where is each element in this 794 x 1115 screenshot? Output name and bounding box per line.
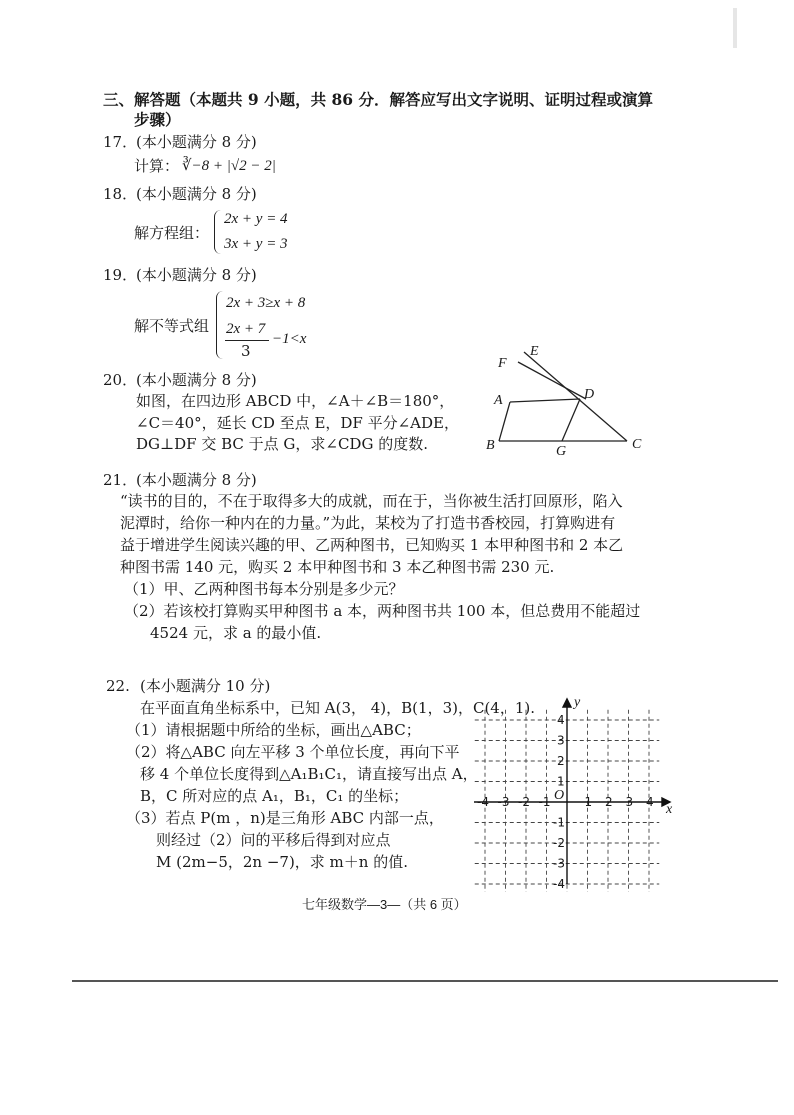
x-tick-label: -4 bbox=[477, 795, 489, 809]
segment-dg bbox=[562, 399, 580, 441]
q19-number: 19． bbox=[103, 266, 138, 284]
y-tick-label: 3 bbox=[557, 733, 565, 748]
q22-sub3a: （3）若点 P(m ，n)是三角形 ABC 内部一点， bbox=[126, 809, 444, 827]
scan-margin-mark bbox=[733, 8, 737, 48]
label-b: B bbox=[486, 438, 495, 453]
section-title-line1: 三、解答题（本题共 9 小题，共 86 分．解答应写出文字说明、证明过程或演算 bbox=[103, 90, 653, 109]
q21-sub1: （1）甲、乙两种图书每本分别是多少元？ bbox=[124, 580, 404, 598]
ray-df bbox=[518, 362, 586, 399]
q21-sub2a: （2）若该校打算购买甲种图书 a 本，两种图书共 100 本，但总费用不能超过 bbox=[124, 602, 641, 620]
page-footer: 七年级数学—3—（共 6 页） bbox=[302, 897, 467, 912]
section-title-line2: 步骤） bbox=[134, 110, 181, 129]
q22-sub3b: 则经过（2）问的平移后得到对应点 bbox=[156, 831, 391, 849]
x-tick-label: 4 bbox=[646, 795, 654, 809]
q21-line1: “读书的目的，不在于取得多大的成就，而在于，当你被生活打回原形，陷入 bbox=[120, 492, 623, 510]
q20-line3: DG⊥DF 交 BC 于点 G，求∠CDG 的度数. bbox=[136, 435, 428, 453]
segment-ad bbox=[510, 399, 580, 402]
q18-header: (本小题满分 8 分) bbox=[136, 185, 257, 203]
q22-header: (本小题满分 10 分) bbox=[140, 677, 271, 695]
q21-header: (本小题满分 8 分) bbox=[136, 471, 257, 489]
q22-sub2b: 移 4 个单位长度得到△A₁B₁C₁，请直接写出点 A， bbox=[140, 765, 478, 783]
q20-line1: 如图，在四边形 ABCD 中，∠A＋∠B＝180°， bbox=[136, 392, 455, 410]
q19-ineq1: 2x + 3≥x + 8 bbox=[226, 295, 306, 311]
x-tick-label: -3 bbox=[497, 795, 510, 809]
x-tick-label: 2 bbox=[605, 795, 613, 809]
label-e: E bbox=[530, 344, 539, 359]
q22-sub3c: M (2m−5，2n −7)，求 m＋n 的值. bbox=[156, 853, 408, 871]
y-tick-label: -3 bbox=[553, 856, 565, 871]
q20-header: (本小题满分 8 分) bbox=[136, 371, 257, 389]
q18-prompt: 解方程组： bbox=[134, 224, 210, 242]
x-tick-label: 3 bbox=[625, 795, 634, 809]
q22-sub2a: （2）将△ABC 向左平移 3 个单位长度，再向下平 bbox=[126, 743, 460, 761]
label-c: C bbox=[632, 437, 642, 452]
q22-sub1: （1）请根据题中所给的坐标，画出△ABC； bbox=[126, 721, 421, 739]
x-tick-label: 1 bbox=[584, 795, 593, 809]
y-tick-label: 4 bbox=[557, 713, 565, 727]
y-tick-label: 2 bbox=[557, 754, 565, 768]
label-f: F bbox=[498, 356, 507, 371]
q18-eq2: 3x + y = 3 bbox=[224, 236, 288, 252]
label-g: G bbox=[556, 444, 567, 459]
q18-eq1: 2x + y = 4 bbox=[224, 211, 288, 227]
q22-sub2c: B，C 所对应的点 A₁，B₁，C₁ 的坐标； bbox=[140, 787, 409, 805]
y-tick-label: -4 bbox=[553, 877, 565, 891]
q19-brace bbox=[216, 291, 223, 359]
label-a: A bbox=[494, 393, 503, 408]
q20-quadrilateral-figure bbox=[480, 338, 650, 460]
q21-sub2b: 4524 元，求 a 的最小值. bbox=[150, 624, 322, 642]
q19-frac-denominator: 3 bbox=[241, 342, 251, 360]
q22-line1: 在平面直角坐标系中，已知 A(3， 4)，B(1，3)，C(4，1). bbox=[140, 699, 536, 717]
y-axis-arrow-icon bbox=[563, 699, 571, 707]
bottom-rule bbox=[72, 980, 778, 982]
x-axis-label: x bbox=[666, 802, 673, 817]
q21-line2: 泥潭时，给你一种内在的力量。”为此，某校为了打造书香校园，打算购进有 bbox=[120, 514, 616, 532]
y-tick-label: -1 bbox=[553, 815, 565, 830]
q19-prompt: 解不等式组 bbox=[134, 317, 210, 335]
x-tick-label: -2 bbox=[518, 795, 530, 809]
q20-line2: ∠C＝40°，延长 CD 至点 E，DF 平分∠ADE， bbox=[136, 414, 459, 432]
q19-header: (本小题满分 8 分) bbox=[136, 266, 257, 284]
y-tick-label: -2 bbox=[553, 836, 565, 850]
origin-label: O bbox=[554, 788, 565, 803]
q17-header: (本小题满分 8 分) bbox=[136, 133, 257, 151]
y-tick-label: 1 bbox=[557, 774, 565, 789]
y-axis-label: y bbox=[574, 695, 581, 710]
q18-number: 18． bbox=[103, 185, 138, 203]
q22-number: 22. bbox=[106, 677, 130, 695]
q17-number: 17． bbox=[103, 133, 138, 151]
q19-frac-numerator: 2x + 7 bbox=[226, 321, 266, 337]
q18-brace bbox=[214, 210, 221, 254]
q21-number: 21． bbox=[103, 471, 138, 489]
q17-prompt: 计算： bbox=[134, 157, 180, 175]
q20-number: 20． bbox=[103, 371, 138, 389]
q21-line3: 益于增进学生阅读兴趣的甲、乙两种图书，已知购买 1 本甲种图书和 2 本乙 bbox=[120, 536, 624, 554]
q22-coordinate-grid bbox=[470, 692, 680, 892]
line-ec bbox=[524, 352, 627, 441]
label-d: D bbox=[584, 387, 595, 402]
q19-ineq2-tail: −1<x bbox=[272, 331, 307, 347]
q17-expression: ∛−8 + |√2 − 2| bbox=[182, 158, 276, 174]
x-tick-label: -1 bbox=[538, 795, 551, 809]
q21-line4: 种图书需 140 元，购买 2 本甲种图书和 3 本乙种图书需 230 元. bbox=[120, 558, 555, 576]
